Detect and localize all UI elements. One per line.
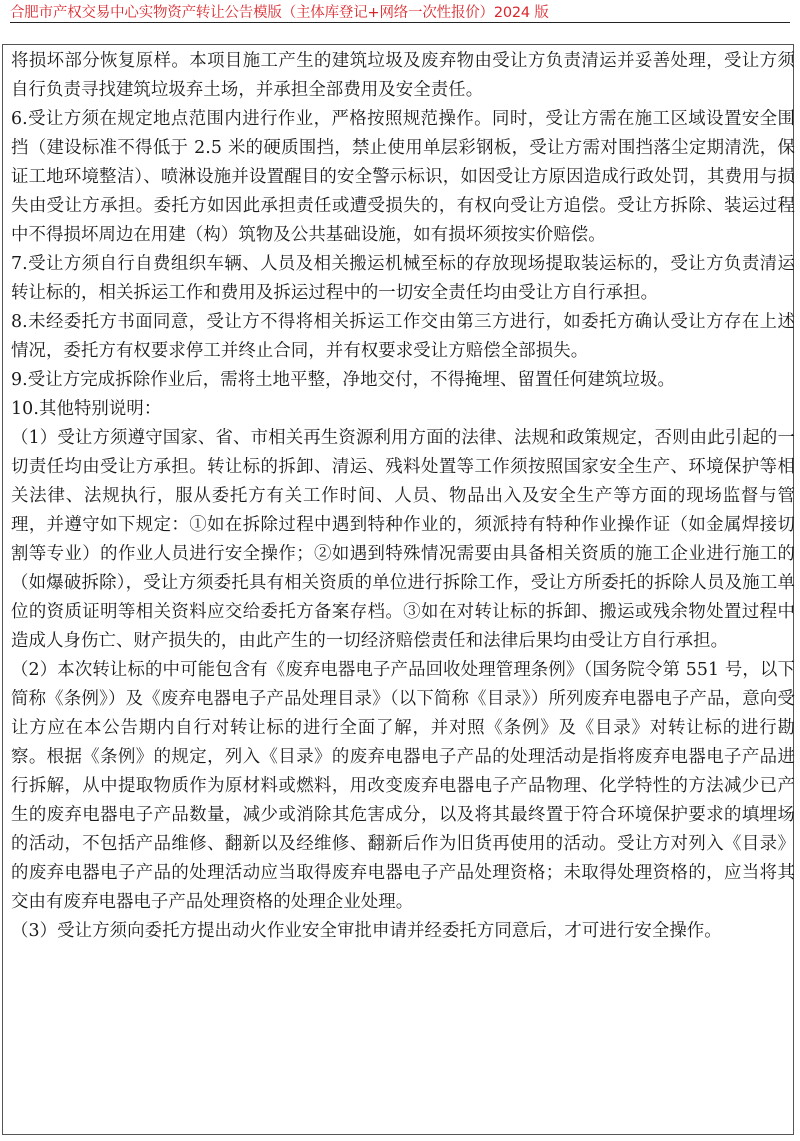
- paragraph-item-10-heading: 10.其他特别说明：: [11, 399, 162, 419]
- paragraph-subitem-3: （3）受让方须向委托方提出动火作业安全审批申请并经委托方同意后，才可进行安全操作。: [11, 921, 722, 941]
- document-header: [10, 4, 790, 24]
- paragraph-item-6: 6.受让方须在规定地点范围内进行作业，严格按照规范操作。同时，受让方需在施工区域设置安全围挡（建设标准不得低于 2.5 米的硬质围挡，禁止使用单层彩钢板，受让方需对围挡落尘定期清洗，保证工地环境整洁）、喷淋设施并设置醒目的安全警示标识，如因受让方原因造成行政处罚，其费用与损失由受让方承担。委托方如因此承担责任或遭受损失的，有权向受让方追偿。受让方拆除、装运过程中不得损坏周边在用建（构）筑物及公共基础设施，如有损坏须按实价赔偿。: [11, 109, 795, 245]
- paragraph-continuation: 将损坏部分恢复原样。本项目施工产生的建筑垃圾及废弃物由受让方负责清运并妥善处理，受让方须自行负责寻找建筑垃圾弃土场，并承担全部费用及安全责任。: [11, 51, 795, 100]
- header-divider: [10, 22, 790, 23]
- content-frame: [2, 44, 794, 1135]
- paragraph-subitem-2: （2）本次转让标的中可能包含有《废弃电器电子产品回收处理管理条例》（国务院令第 551 号，以下简称《条例》）及《废弃电器电子产品处理目录》（以下简称《目录》）所列废弃电器电子产品，意向受让方应在本公告期内自行对转让标的进行全面了解，并对照《条例》及《目录》对转让标的进行勘察。根据《条例》的规定，列入《目录》的废弃电器电子产品的处理活动是指将废弃电器电子产品进行拆解，从中提取物质作为原材料或燃料，用改变废弃电器电子产品物理、化学特性的方法减少已产生的废弃电器电子产品数量，减少或消除其危害成分，以及将其最终置于符合环境保护要求的填埋场的活动，不包括产品维修、翻新以及经维修、翻新后作为旧货再使用的活动。受让方对列入《目录》的废弃电器电子产品的处理活动应当取得废弃电器电子产品处理资格；未取得处理资格的，应当将其交由有废弃电器电子产品处理资格的处理企业处理。: [11, 660, 795, 912]
- paragraph-item-8: 8.未经委托方书面同意，受让方不得将相关拆运工作交由第三方进行，如委托方确认受让方存在上述情况，委托方有权要求停工并终止合同，并有权要求受让方赔偿全部损失。: [11, 312, 795, 361]
- paragraph-item-7: 7.受让方须自行自费组织车辆、人员及相关搬运机械至标的存放现场提取装运标的，受让方负责清运转让标的，相关拆运工作和费用及拆运过程中的一切安全责任均由受让方自行承担。: [11, 254, 795, 303]
- paragraph-subitem-1: （1）受让方须遵守国家、省、市相关再生资源利用方面的法律、法规和政策规定，否则由此引起的一切责任均由受让方承担。转让标的拆卸、清运、残料处置等工作须按照国家安全生产、环境保护等相关法律、法规执行，服从委托方有关工作时间、人员、物品出入及安全生产等方面的现场监督与管理，并遵守如下规定：①如在拆除过程中遇到特种作业的，须派持有特种作业操作证（如金属焊接切割等专业）的作业人员进行安全操作；②如遇到特殊情况需要由具备相关资质的施工企业进行施工的（如爆破拆除），受让方须委托具有相关资质的单位进行拆除工作，受让方所委托的拆除人员及施工单位的资质证明等相关资料应交给委托方备案存档。③如在对转让标的拆卸、搬运或残余物处置过程中造成人身伤亡、财产损失的，由此产生的一切经济赔偿责任和法律后果均由受让方自行承担。: [11, 428, 795, 651]
- paragraph-item-9: 9.受让方完成拆除作业后，需将土地平整，净地交付，不得掩埋、留置任何建筑垃圾。: [11, 370, 675, 390]
- document-title: 合肥市产权交易中心实物资产转让公告模版（主体库登记+网络一次性报价）2024 版: [10, 5, 549, 21]
- document-body: [11, 47, 795, 946]
